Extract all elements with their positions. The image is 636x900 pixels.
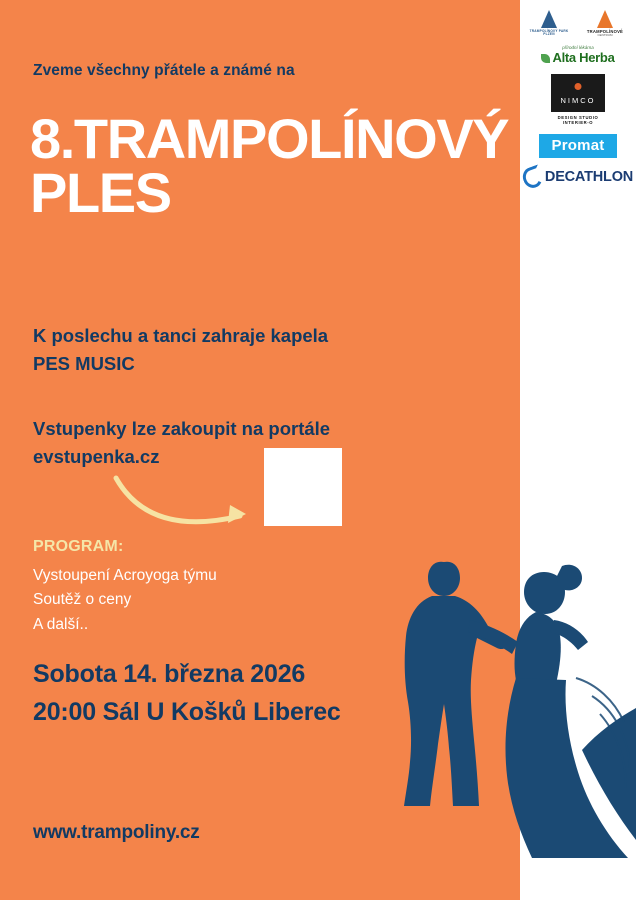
logo-nimco [551,74,605,125]
sponsor-caption: TRAMPOLÍNOVÝ PARK PLZEŇ [529,29,569,37]
title-line-1: 8.TRAMPOLÍNOVÝ [30,107,509,170]
invite-line: Zveme všechny přátele a známé na [33,62,295,79]
nimco-dot-icon [575,83,582,90]
program-list [33,564,217,637]
sponsor-logos [520,10,636,188]
logo-decathlon [523,167,633,188]
list-item: Vystoupení Acroyoga týmu [33,567,217,584]
logo-trampolinove-centrum [583,10,627,37]
event-time-venue: 20:00 Sál U Košků Liberec [33,698,341,726]
decathlon-label: DECATHLON [544,169,634,186]
alta-herba-label: Alta Herba [552,49,615,65]
sponsor-row-top [520,10,636,37]
dancing-couple-illustration [386,500,636,900]
event-datetime [33,655,341,731]
alta-herba-tagline: přírodní lékárna [562,45,594,51]
program-heading: PROGRAM: [33,538,124,555]
curved-arrow-icon [112,472,262,532]
sponsor-caption-secondary: CENTRUM [597,33,613,38]
band-name: PES MUSIC [33,352,135,374]
trampoline-mark-icon [541,10,557,28]
logo-promat: Promat [539,134,617,158]
page-title [30,107,509,224]
tickets-intro: Vstupenky lze zakoupit na portále [33,418,331,439]
music-block [33,322,328,378]
tickets-portal-link[interactable]: evstupenka.cz [33,445,160,467]
music-intro: K poslechu a tanci zahraje kapela [33,325,329,346]
event-date: Sobota 14. března 2026 [33,660,306,688]
logo-alta-herba [536,46,620,64]
alta-herba-name-row [536,51,620,65]
nimco-label: NIMCO [560,95,596,105]
sponsor-caption: TRAMPOLÍNOVÉ [586,29,624,34]
list-item: Soutěž o ceny [33,591,132,609]
website-link[interactable]: www.trampoliny.cz [33,822,200,843]
decathlon-swoosh-icon [520,164,545,190]
leaf-icon [541,54,550,63]
nimco-subtitle: DESIGN STUDIO INTERIER-O [557,114,599,125]
nimco-box [551,74,605,112]
logo-trampolinovy-park-plzen [529,10,569,36]
title-line-2: PLES [30,160,171,224]
trampoline-mark-orange-icon [597,10,613,28]
qr-code-grid [266,450,340,524]
list-item: A další.. [33,615,89,633]
qr-code[interactable] [264,448,342,526]
